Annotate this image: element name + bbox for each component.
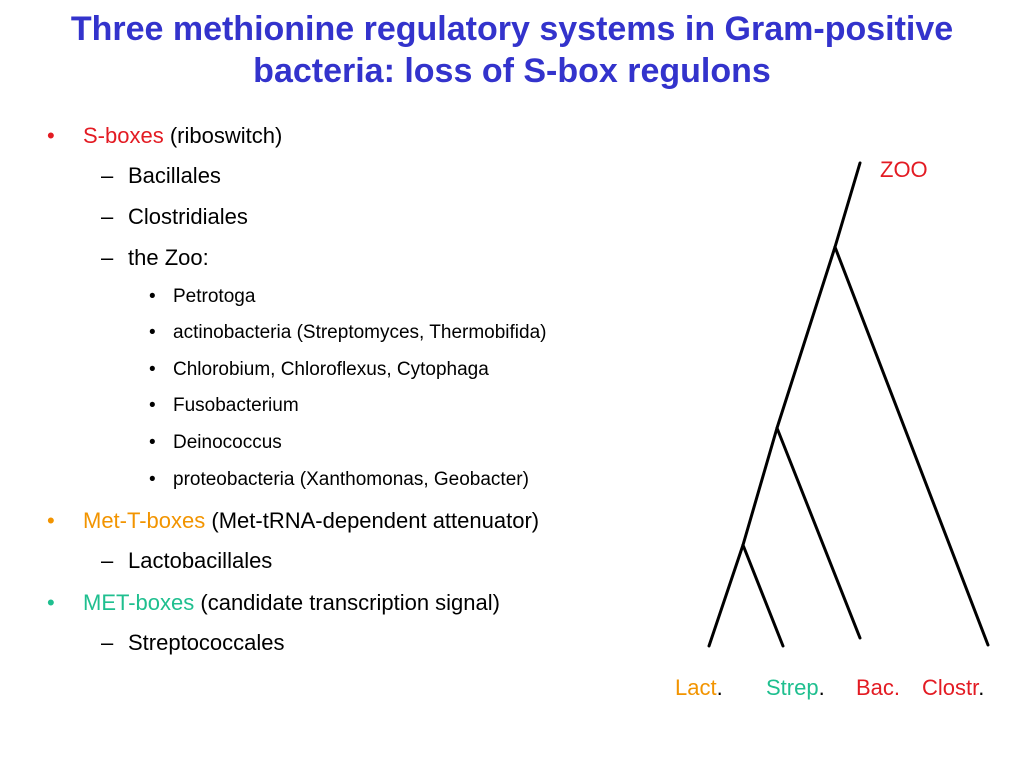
sub-item-label: Streptococcales: [128, 630, 285, 655]
sub-item-label: Bacillales: [128, 163, 221, 188]
bullet-marker: •: [149, 286, 156, 307]
bullet-marker: •: [47, 590, 55, 615]
bullet-marker: •: [149, 432, 156, 453]
bullet-marker: •: [47, 123, 55, 148]
tree-label-zoo: ZOO: [880, 157, 928, 182]
zoo-item-label: Petrotoga: [173, 286, 256, 307]
tree-branch-lact: [709, 545, 743, 646]
sub-item-label: Lactobacillales: [128, 548, 273, 573]
bullet-marker: •: [149, 395, 156, 416]
bullet-marker: •: [149, 359, 156, 380]
dash-marker: –: [101, 548, 114, 573]
dash-marker: –: [101, 630, 114, 655]
met-term: MET-boxes: [83, 590, 195, 615]
tree-branch-strep: [743, 545, 783, 646]
tree-branch-inner-1: [777, 247, 835, 428]
zoo-item-label: proteobacteria (Xanthomonas, Geobacter): [173, 469, 529, 490]
zoo-item-label: Deinococcus: [173, 432, 282, 453]
bullet-marker: •: [47, 508, 55, 533]
zoo-item-label: Fusobacterium: [173, 395, 299, 416]
mett-desc: (Met-tRNA-dependent attenuator): [205, 508, 540, 533]
tree-branch-bac: [777, 428, 860, 638]
leaf-suffix: .: [978, 675, 985, 700]
bullet-marker: •: [149, 469, 156, 490]
met-desc: (candidate transcription signal): [194, 590, 500, 615]
leaf-name: Strep: [766, 675, 819, 700]
sub-item-label: Clostridiales: [128, 204, 248, 229]
leaf-name: Lact: [675, 675, 717, 700]
zoo-item-label: Chlorobium, Chloroflexus, Cytophaga: [173, 359, 489, 380]
tree-leaf-lact: [675, 675, 723, 700]
leaf-name: Bac.: [856, 675, 901, 700]
mett-term: Met-T-boxes: [83, 508, 206, 533]
dash-marker: –: [101, 163, 114, 188]
dash-marker: –: [101, 204, 114, 229]
leaf-suffix: .: [818, 675, 825, 700]
tree-leaf-clostr: [922, 675, 984, 700]
tree-branch-root: [835, 163, 860, 247]
leaf-name: Clostr: [922, 675, 979, 700]
tree-leaf-strep: [766, 675, 825, 700]
tree-leaf-bac: [856, 675, 900, 700]
sub-item-label: the Zoo:: [128, 245, 209, 270]
bullet-marker: •: [149, 322, 156, 343]
tree-branch-inner-2: [743, 428, 777, 545]
leaf-suffix: .: [716, 675, 723, 700]
sboxes-term: S-boxes: [83, 123, 164, 148]
slide-title: Three methionine regulatory systems in Gram-positive bacteria: loss of S-box regulons: [70, 10, 954, 90]
dash-marker: –: [101, 245, 114, 270]
tree-branch-clostr: [835, 247, 988, 645]
sboxes-desc: (riboswitch): [163, 123, 283, 148]
zoo-item-label: actinobacteria (Streptomyces, Thermobifida): [173, 322, 547, 343]
